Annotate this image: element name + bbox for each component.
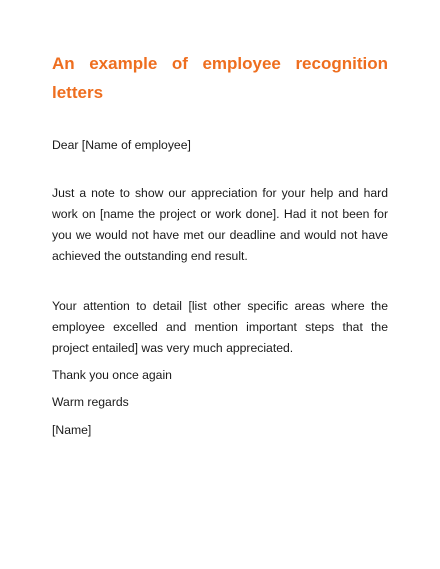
letter-paragraph-1: Just a note to show our appreciation for your help and hard work on [name the project or work done]. Had it not been for you we would not have met our deadline and would not have achieved the outstanding end result. [52,186,388,263]
letter-thanks: Thank you once again [52,368,172,382]
letter-greeting: Dear [Name of employee] [52,138,191,152]
letter-title: An example of employee recognition letters [52,54,388,102]
letter-signature: [Name] [52,423,92,437]
letter-paragraph-2: Your attention to detail [list other specific areas where the employee excelled and mention important steps that the project entailed] was very much appreciated. [52,299,388,355]
letter-closing: Warm regards [52,395,129,409]
